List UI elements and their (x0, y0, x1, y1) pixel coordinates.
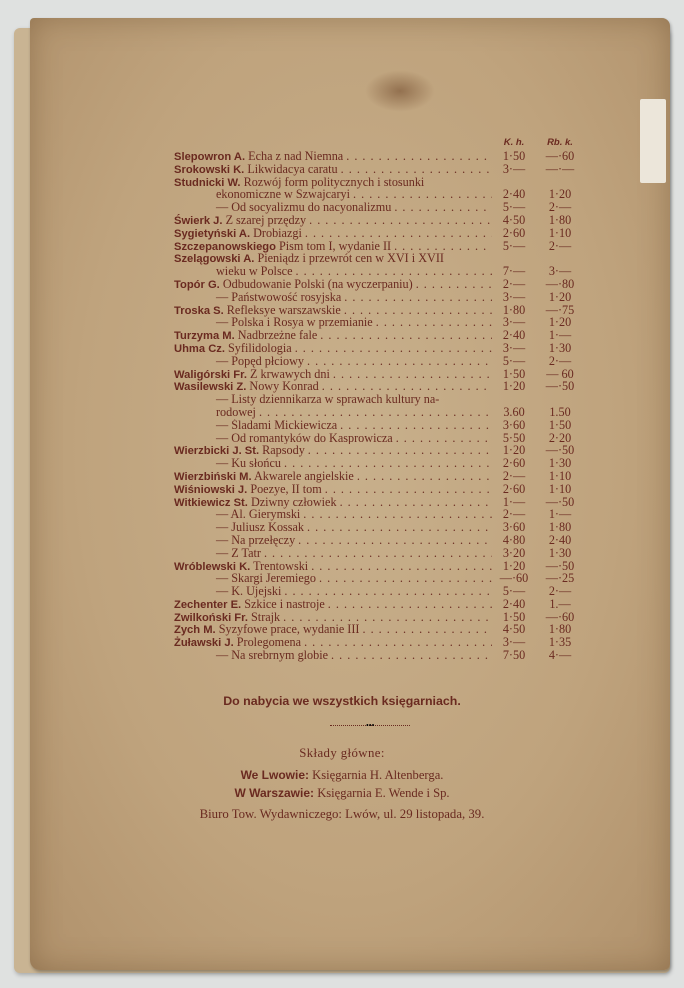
author-name: Świerk J. (174, 214, 223, 227)
entry-text-inner (216, 188, 353, 201)
price-kh: 2·40 (502, 596, 526, 611)
entry-text (174, 649, 492, 662)
depot-warszawa (0, 786, 684, 802)
price-list (174, 137, 584, 662)
book-title: — Na przełęczy (216, 533, 296, 547)
entry-text (174, 432, 492, 445)
list-item (174, 240, 584, 253)
entry-text (174, 265, 492, 278)
entry-text-inner (174, 240, 394, 253)
author-name: Witkiewicz St. (174, 496, 248, 509)
entry-text (174, 636, 492, 650)
entry-text-inner (174, 368, 333, 381)
book-title: Refleksye warszawskie (226, 303, 341, 317)
book-title: Likwidacya caratu (247, 162, 338, 176)
entry-text-inner (174, 623, 362, 636)
depots-heading: Składy główne: (299, 746, 385, 760)
entry-text (174, 508, 492, 521)
price-kh: 3·20 (502, 545, 526, 560)
book-title: Rozwój form politycznych i stosunki (243, 175, 425, 189)
price-rb: —·50 (545, 379, 575, 394)
author-name: Topór G. (174, 278, 220, 291)
stain (365, 70, 435, 112)
price-kh: 2·40 (502, 187, 526, 202)
entry-text-inner (216, 291, 344, 304)
entry-text-inner (174, 444, 308, 457)
entry-text (174, 368, 492, 382)
price-rb: —·— (545, 161, 575, 176)
price-kh: 7·— (502, 264, 526, 279)
price-rb: 1·10 (548, 481, 572, 496)
price-kh: 3·— (502, 161, 526, 176)
entry-text (174, 496, 492, 510)
author-name: Wasilewski Z. (174, 381, 247, 394)
author-name: Troska S. (174, 304, 224, 317)
entry-text-inner (174, 611, 283, 624)
price-rb: 1.50 (549, 404, 571, 419)
price-kh: 1·— (502, 494, 526, 509)
price-kh: 5·50 (502, 430, 526, 445)
entry-text-inner (216, 355, 307, 368)
price-rb: 1·20 (548, 289, 572, 304)
price-rb: —·80 (545, 276, 575, 291)
entry-text (174, 457, 492, 470)
entry-list (174, 150, 584, 662)
book-title: Pism tom I, wydanie II (279, 239, 392, 253)
entry-text (174, 547, 492, 560)
price-rb: —·50 (545, 494, 575, 509)
price-rb: —·60 (545, 609, 575, 624)
book-title: Dziwny człowiek (250, 495, 337, 509)
price-kh: 4·50 (502, 212, 526, 227)
entry-text (174, 560, 492, 574)
entry-text (174, 598, 492, 612)
entry-text-inner (174, 150, 346, 163)
book-title: Odbudowanie Polski (na wyczerpaniu) (222, 277, 413, 291)
entry-text (174, 240, 492, 254)
price-kh: 2·40 (502, 328, 526, 343)
entry-text (174, 163, 492, 177)
price-kh: 2·60 (502, 481, 526, 496)
book-title: — Śladami Mickiewicza (216, 418, 338, 432)
book-title: — K. Ujejski (216, 585, 282, 598)
book-title: ekonomiczne w Szwajcaryi (216, 188, 351, 202)
entry-text (174, 611, 492, 625)
price-kh: 3·— (502, 340, 526, 355)
book-title: — Z Tatr (216, 546, 261, 560)
entry-text (174, 444, 492, 458)
entry-text (174, 393, 492, 406)
price-rb: 1·80 (548, 520, 572, 535)
author-name: Uhma Cz. (174, 342, 225, 355)
book-title: Trentowski (253, 559, 309, 573)
book-title: Poezye, II tom (250, 482, 322, 496)
paper-tab (640, 99, 666, 183)
entry-text-inner (174, 214, 309, 227)
price-rb: 1·10 (548, 468, 572, 483)
depot-store: Księgarnia H. Altenberga. (312, 768, 444, 782)
divider-ornament: ••• (366, 721, 375, 730)
currency-kh-header: K. h. (503, 137, 525, 148)
availability-note: Do nabycia we wszystkich księgarniach. (223, 694, 461, 708)
price-kh: 3·— (502, 635, 526, 650)
entry-text-inner (174, 598, 328, 611)
price-rb: 2·20 (548, 430, 572, 445)
price-rb: 2·— (548, 584, 572, 599)
price-rb: —·50 (545, 443, 575, 458)
price-rb: 1·30 (548, 456, 572, 471)
book-title: — Listy dziennikarza w sprawach kultury na- (216, 393, 440, 406)
price-rb: 2·40 (548, 532, 572, 547)
entry-text (174, 419, 492, 432)
list-item (174, 278, 584, 291)
price-rb: 1·50 (548, 417, 572, 432)
book-title: — Al. Gierymski (216, 508, 301, 522)
author-name: Sygietyński A. (174, 227, 251, 240)
price-kh: 4·50 (502, 622, 526, 637)
depot-store: Księgarnia E. Wende i Sp. (317, 786, 450, 800)
price-kh: 3.60 (503, 404, 525, 419)
book-title: Rapsody (262, 444, 305, 458)
price-rb: 2·— (548, 200, 572, 215)
entry-text-inner (216, 419, 340, 432)
entry-text-inner (174, 227, 305, 240)
entry-text (174, 355, 492, 368)
entry-text-inner (174, 304, 344, 317)
entry-text-inner (216, 201, 394, 214)
list-item (174, 470, 584, 483)
list-item (174, 547, 584, 560)
price-rb: —·25 (545, 571, 575, 586)
entry-text (174, 329, 492, 343)
entry-text-inner (174, 496, 340, 509)
price-rb: 1·— (548, 328, 572, 343)
book-title: — Na srebrnym globie (216, 649, 329, 662)
entry-text-inner (216, 649, 331, 662)
entry-text (174, 406, 492, 419)
entry-text-inner (216, 457, 284, 470)
entry-text-inner (216, 393, 442, 406)
list-item (174, 214, 584, 227)
price-kh: 3·60 (502, 417, 526, 432)
price-kh: 1·20 (502, 379, 526, 394)
book-title: — Ku słońcu (216, 457, 281, 470)
entry-text-inner (174, 483, 325, 496)
author-name: Szczepanowskiego (174, 240, 276, 253)
author-name: Żuławski J. (174, 637, 234, 650)
entry-text-inner (216, 432, 396, 445)
divider (330, 721, 410, 730)
author-name: Wróblewski K. (174, 560, 251, 573)
book-title: — Od socyalizmu do nacyonalizmu (216, 201, 392, 214)
entry-text-inner (174, 163, 341, 176)
depot-lwow (0, 768, 684, 784)
author-name: Wierzbiński M. (174, 470, 252, 483)
list-item (174, 406, 584, 419)
list-item (174, 380, 584, 393)
price-kh: 2·— (502, 507, 526, 522)
price-kh: 3·— (502, 289, 526, 304)
price-kh: 7·50 (502, 648, 526, 663)
list-item (174, 457, 584, 470)
price-kh: 2·— (502, 468, 526, 483)
book-title: — Popęd płciowy (216, 354, 305, 368)
price-kh: 2·60 (502, 456, 526, 471)
price-kh: 1·50 (502, 609, 526, 624)
entry-text (174, 342, 492, 356)
entry-text (174, 252, 492, 266)
price-kh: —·60 (499, 571, 529, 586)
price-kh: 1·50 (502, 366, 526, 381)
entry-text-inner (216, 521, 307, 534)
entry-text (174, 201, 492, 214)
entry-text-inner (216, 265, 296, 278)
price-rb: —·50 (545, 558, 575, 573)
price-rb: 1·20 (548, 315, 572, 330)
price-kh: 5·— (502, 353, 526, 368)
book-title: Echa z nad Niemna (248, 150, 344, 163)
price-kh: 3·— (502, 315, 526, 330)
price-rb: 1·10 (548, 225, 572, 240)
price-kh: 5·— (502, 584, 526, 599)
currency-rb-header: Rb. k. (547, 137, 573, 148)
entry-text-inner (174, 342, 295, 355)
book-title: Strajk (251, 610, 281, 624)
price-kh: 5·— (502, 238, 526, 253)
price-rb: 1·80 (548, 212, 572, 227)
author-name: Waligórski Fr. (174, 368, 247, 381)
author-name: Studnicki W. (174, 176, 241, 189)
entry-text (174, 176, 492, 190)
price-rb: 1·35 (548, 635, 572, 650)
price-kh: 1·20 (502, 443, 526, 458)
author-name: Szelągowski A. (174, 253, 255, 266)
price-rb: 4·— (548, 648, 572, 663)
depot-city: We Lwowie: (240, 768, 310, 782)
book-title: — Juliusz Kossak (216, 521, 305, 534)
price-rb: 1·30 (548, 340, 572, 355)
entry-text-inner (174, 176, 427, 189)
price-rb: — 60 (546, 366, 574, 381)
entry-text-inner (174, 252, 447, 265)
entry-text (174, 188, 492, 201)
entry-text-inner (216, 508, 303, 521)
author-name: Zechenter E. (174, 598, 242, 611)
book-title: — Skargi Jeremiego (216, 572, 316, 586)
list-item (174, 150, 584, 163)
entry-text (174, 227, 492, 241)
book-title: wieku w Polsce (216, 265, 293, 278)
entry-text (174, 291, 492, 304)
list-item (174, 483, 584, 496)
price-rb: 1·30 (548, 545, 572, 560)
office-address: Biuro Tow. Wydawniczego: Lwów, ul. 29 listopada, 39. (199, 807, 485, 821)
depot-city: W Warszawie: (234, 786, 315, 800)
entry-text-inner (174, 470, 357, 483)
entry-text (174, 214, 492, 228)
list-item (174, 521, 584, 534)
entry-text (174, 278, 492, 292)
list-item (174, 649, 584, 662)
price-rb: 1·20 (548, 187, 572, 202)
entry-text (174, 585, 492, 598)
price-kh: 3·60 (502, 520, 526, 535)
book-title: Szkice i nastroje (244, 597, 325, 611)
book-title: — Od romantyków do Kasprowicza (216, 431, 393, 445)
price-kh: 2·— (502, 276, 526, 291)
entry-text-inner (174, 636, 304, 649)
list-item (174, 534, 584, 547)
book-title: Pieniądz i przewrót cen w XVI i XVII (257, 252, 444, 266)
entry-text-inner (174, 329, 320, 342)
entry-text (174, 316, 492, 329)
price-rb: 1·— (548, 507, 572, 522)
entry-text-inner (216, 316, 376, 329)
author-name: Wierzbicki J. St. (174, 445, 260, 458)
entry-text-inner (216, 547, 264, 560)
entry-text (174, 534, 492, 547)
entry-text-inner (174, 380, 322, 393)
book-title: Prolegomena (236, 636, 302, 650)
price-rb: 2·— (548, 353, 572, 368)
entry-text (174, 380, 492, 394)
book-title: Akwarele angielskie (253, 469, 354, 483)
list-item (174, 291, 584, 304)
book-title: Nowy Konrad (249, 380, 319, 394)
price-rb: 2·— (548, 238, 572, 253)
list-item (174, 598, 584, 611)
author-name: Turzyma M. (174, 330, 235, 343)
entry-text (174, 483, 492, 497)
book-title: Drobiazgi (253, 226, 302, 240)
list-item (174, 342, 584, 355)
author-name: Zych M. (174, 624, 216, 637)
book-title: Nadbrzeżne fale (237, 329, 318, 343)
price-rb: 1·80 (548, 622, 572, 637)
price-rb: —·75 (545, 302, 575, 317)
price-kh: 1·20 (502, 558, 526, 573)
entry-text (174, 623, 492, 637)
price-rb: 3·— (548, 264, 572, 279)
entry-text-inner (174, 278, 416, 291)
book-title: Z krwawych dni (250, 367, 330, 381)
book-title: Syzyfowe prace, wydanie III (218, 623, 360, 637)
entry-text-inner (174, 560, 311, 573)
entry-text-inner (216, 534, 298, 547)
price-kh: 1·50 (502, 149, 526, 163)
list-item (174, 585, 584, 598)
author-name: Srokowski K. (174, 163, 245, 176)
list-item (174, 227, 584, 240)
entry-text (174, 572, 492, 585)
entry-text (174, 304, 492, 318)
book-title: — Polska i Rosya w przemianie (216, 316, 373, 330)
entry-text (174, 150, 492, 164)
list-item (174, 355, 584, 368)
entry-text (174, 470, 492, 484)
price-rb: —·60 (545, 149, 575, 163)
price-kh: 1·80 (502, 302, 526, 317)
entry-text (174, 521, 492, 534)
list-item (174, 419, 584, 432)
entry-text-inner (216, 572, 319, 585)
book-title: Syfilidologia (228, 341, 292, 355)
price-kh: 5·— (502, 200, 526, 215)
price-kh: 2·60 (502, 225, 526, 240)
author-name: Wiśniowski J. (174, 483, 248, 496)
book-title: — Państwowość rosyjska (216, 290, 342, 304)
list-item (174, 163, 584, 176)
price-kh: 4·80 (502, 532, 526, 547)
author-name: Slepowron A. (174, 151, 246, 163)
entry-text-inner (216, 406, 259, 419)
entry-text-inner (216, 585, 284, 598)
author-name: Zwilkoński Fr. (174, 611, 248, 624)
book-title: rodowej (216, 405, 256, 419)
book-title: Z szarej przędzy (225, 213, 307, 227)
price-rb: 1.— (549, 596, 571, 611)
